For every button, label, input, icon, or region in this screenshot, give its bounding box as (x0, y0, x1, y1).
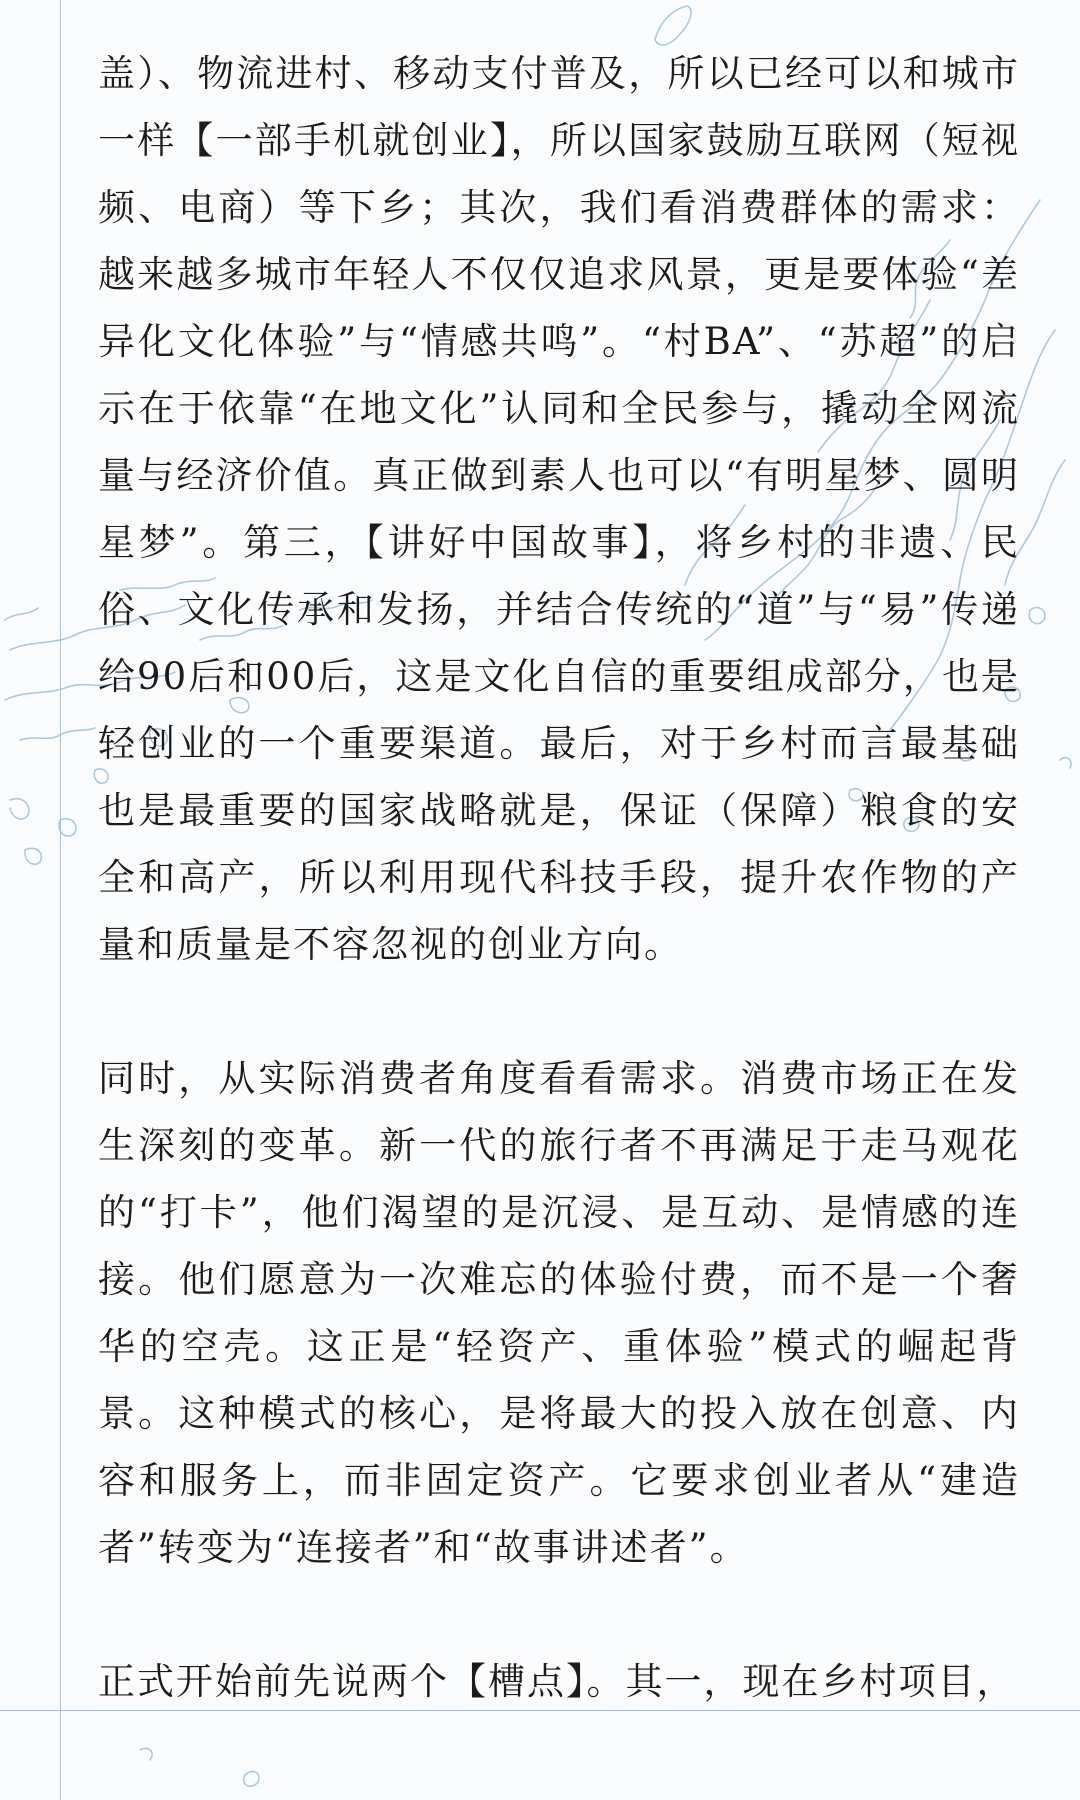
paragraph-2: 同时，从实际消费者角度看看需求。消费市场正在发生深刻的变革。新一代的旅行者不再满足于走马观花的“打卡”，他们渴望的是沉浸、是互动、是情感的连接。他们愿意为一次难忘的体验付费，而不是一个奢华的空壳。这正是“轻资产、重体验”模式的崛起背景。这种模式的核心，是将最大的投入放在创意、内容和服务上，而非固定资产。它要求创业者从“建造者”转变为“连接者”和“故事讲述者”。 (98, 1057, 1020, 1569)
article-body (98, 40, 1020, 1782)
paragraph-1: 盖）、物流进村、移动支付普及，所以已经可以和城市一样【一部手机就创业】，所以国家鼓励互联网（短视频、电商）等下乡；其次，我们看消费群体的需求：越来越多城市年轻人不仅仅追求风景，更是要体验“差异化文化体验”与“情感共鸣”。“村BA”、“苏超”的启示在于依靠“在地文化”认同和全民参与，撬动全网流量与经济价值。真正做到素人也可以“有明星梦、圆明星梦”。第三，【讲好中国故事】，将乡村的非遗、民俗、文化传承和发扬，并结合传统的“道”与“易”传递给90后和00后，这是文化自信的重要组成部分，也是轻创业的一个重要渠道。最后，对于乡村而言最基础也是最重要的国家战略就是，保证（保障）粮食的安全和高产，所以利用现代科技手段，提升农作物的产量和质量是不容忽视的创业方向。 (98, 52, 1020, 966)
margin-rule-line (60, 0, 61, 1800)
paragraph-3: 正式开始前先说两个【槽点】。其一，现在乡村项目， (98, 1660, 1016, 1703)
